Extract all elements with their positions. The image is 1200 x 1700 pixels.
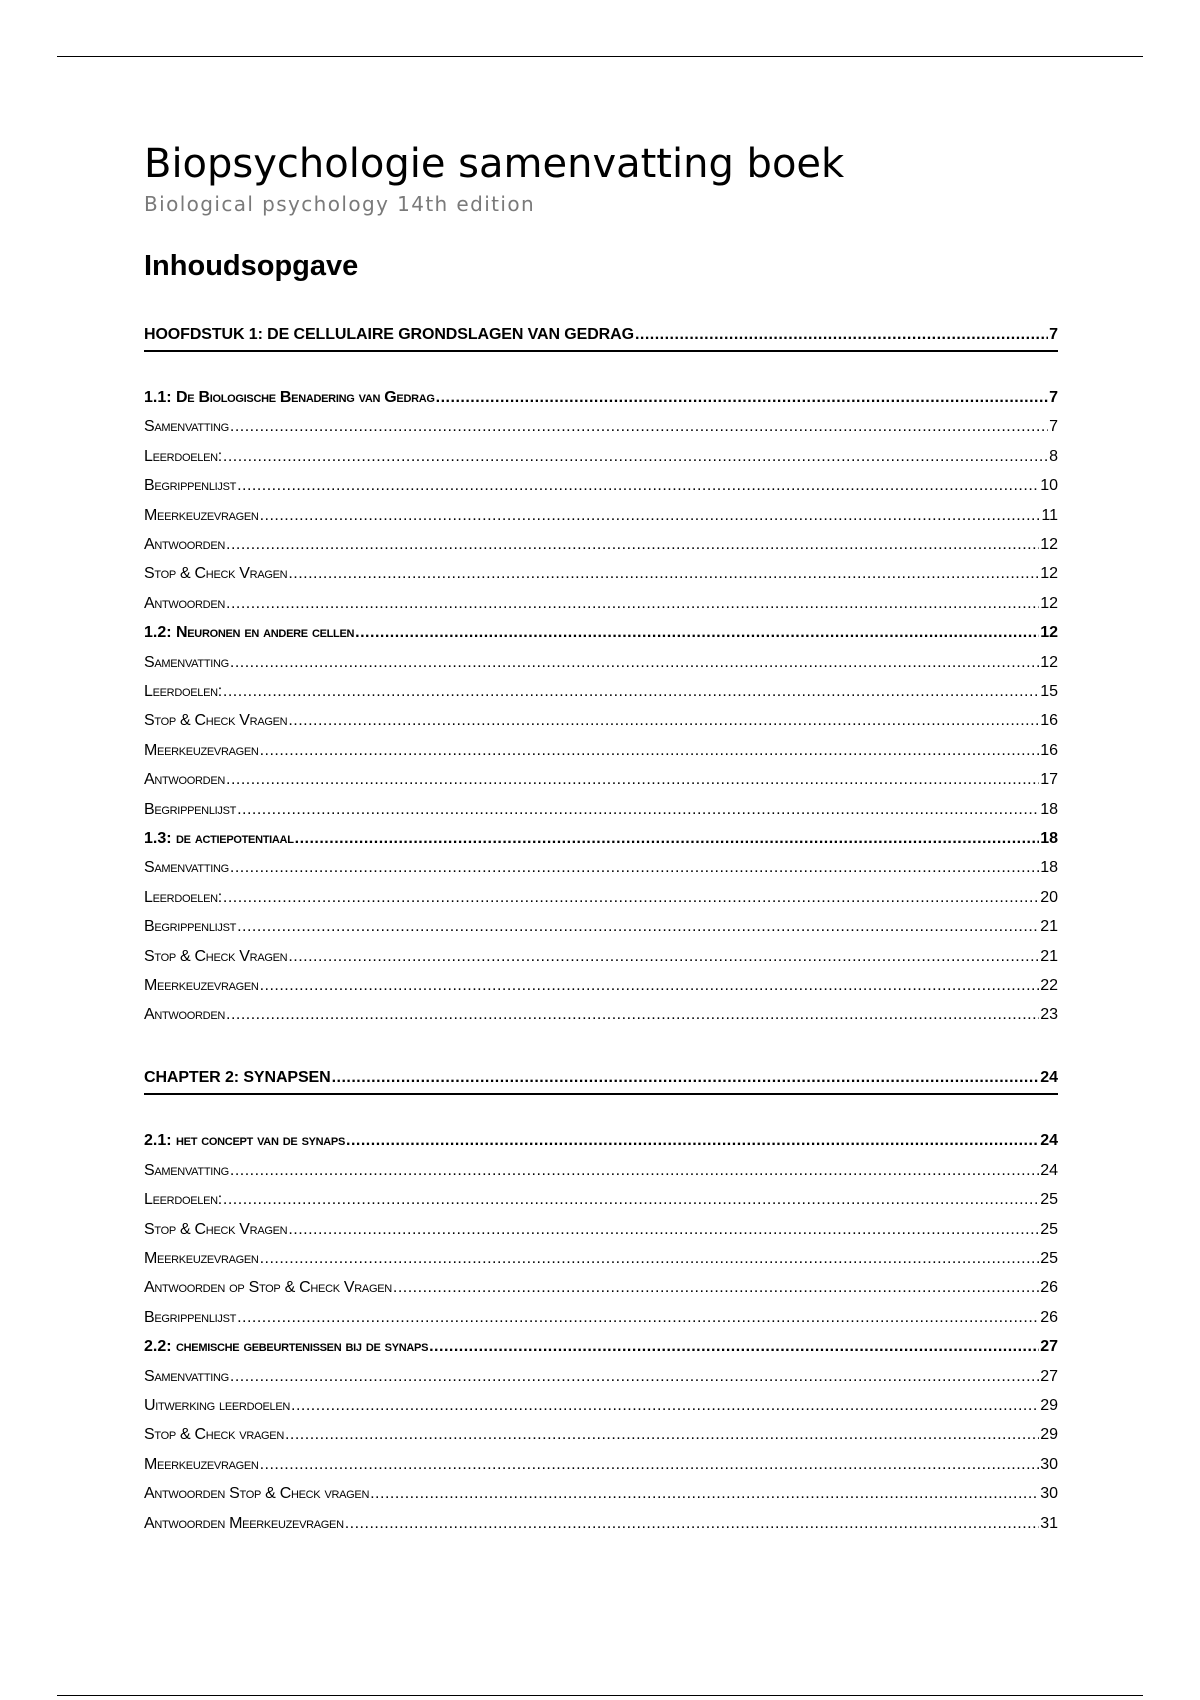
toc-entry-label: Meerkeuzevragen — [144, 1250, 259, 1267]
toc-page-number: 25 — [1040, 1191, 1058, 1209]
toc-page-number: 24 — [1040, 1161, 1058, 1179]
toc-page-number: 24 — [1040, 1132, 1058, 1150]
toc-page-number: 15 — [1040, 683, 1058, 700]
toc-chapter-entry[interactable] — [144, 322, 1058, 352]
toc-dot-leader — [223, 679, 1039, 705]
toc-dot-leader — [230, 650, 1039, 676]
toc-item-entry[interactable] — [144, 591, 1058, 617]
toc-entry-label: Leerdoelen: — [144, 888, 222, 906]
toc-item-entry[interactable] — [144, 1452, 1058, 1478]
toc-dot-leader — [370, 1481, 1039, 1507]
toc-entry-label: Samenvatting — [144, 1367, 229, 1385]
toc-entry-label: Antwoorden — [144, 536, 225, 553]
toc-entry-label: Meerkeuzevragen — [144, 741, 259, 759]
toc-section-entry[interactable] — [144, 620, 1058, 646]
toc-dot-leader — [345, 1511, 1039, 1537]
toc-page-number: 11 — [1041, 506, 1058, 524]
toc-entry-label: Stop & Check Vragen — [144, 712, 288, 730]
toc-page-number: 29 — [1040, 1397, 1058, 1414]
toc-entry-number: 2.2: — [144, 1338, 177, 1356]
toc-section-entry[interactable] — [144, 826, 1058, 852]
toc-entry-label: Antwoorden Meerkeuzevragen — [144, 1514, 344, 1532]
toc-page-number: 31 — [1040, 1514, 1058, 1532]
toc-entry-label: chemische gebeurtenissen bij de synaps — [176, 1338, 429, 1356]
toc-dot-leader — [355, 620, 1039, 646]
toc-entry-number: 2.1: — [144, 1132, 177, 1150]
toc-entry-number: 1.3: — [144, 830, 177, 847]
toc-dot-leader — [260, 1246, 1040, 1272]
toc-item-entry[interactable] — [144, 708, 1058, 734]
toc-dot-leader — [230, 1364, 1039, 1390]
toc-item-entry[interactable] — [144, 738, 1058, 764]
toc-page-number: 21 — [1040, 918, 1058, 936]
toc-page-number: 25 — [1040, 1250, 1058, 1267]
toc-entry-label: Stop & Check Vragen — [144, 947, 288, 965]
toc-page-number: 7 — [1049, 418, 1058, 436]
toc-entry-label: Antwoorden Stop & Check vragen — [144, 1485, 370, 1503]
toc-item-entry[interactable] — [144, 532, 1058, 558]
toc-item-entry[interactable] — [144, 679, 1058, 705]
toc-page-number: 7 — [1049, 326, 1058, 343]
toc-page-number: 18 — [1040, 830, 1058, 847]
toc-item-entry[interactable] — [144, 1481, 1058, 1507]
toc-page-number: 10 — [1040, 477, 1058, 495]
toc-dot-leader — [436, 385, 1048, 411]
toc-dot-leader — [223, 885, 1039, 911]
toc-entry-label: Stop & Check Vragen — [144, 565, 288, 583]
toc-item-entry[interactable] — [144, 414, 1058, 440]
toc-heading: Inhoudsopgave — [144, 250, 359, 282]
toc-entry-label: HOOFDSTUK 1: DE CELLULAIRE GRONDSLAGEN VAN GEDRAG — [144, 326, 634, 343]
toc-dot-leader — [285, 1422, 1039, 1448]
toc-entry-label: Samenvatting — [144, 1161, 229, 1179]
toc-dot-leader — [288, 1217, 1039, 1243]
toc-dot-leader — [288, 561, 1039, 587]
toc-dot-leader — [260, 973, 1040, 999]
toc-dot-leader — [332, 1065, 1040, 1091]
toc-dot-leader — [393, 1275, 1039, 1301]
toc-page-number: 26 — [1040, 1308, 1058, 1326]
toc-entry-label: Neuronen en andere cellen — [176, 624, 355, 642]
toc-page-number: 23 — [1040, 1006, 1058, 1024]
toc-chapter-entry[interactable] — [144, 1065, 1058, 1095]
toc-page-number: 18 — [1040, 859, 1058, 877]
toc-item-entry[interactable] — [144, 1217, 1058, 1243]
toc-page-number: 12 — [1040, 536, 1058, 553]
toc-item-entry[interactable] — [144, 1305, 1058, 1331]
toc-entry-label: Begrippenlijst — [144, 477, 237, 495]
toc-entry-label: Stop & Check vragen — [144, 1426, 284, 1444]
document-subtitle: Biological psychology 14th edition — [144, 192, 536, 216]
toc-item-entry[interactable] — [144, 973, 1058, 999]
toc-dot-leader — [429, 1334, 1039, 1360]
toc-item-entry[interactable] — [144, 1002, 1058, 1028]
toc-page-number: 30 — [1040, 1485, 1058, 1503]
toc-dot-leader — [237, 914, 1039, 940]
toc-dot-leader — [223, 444, 1048, 470]
toc-section-entry[interactable] — [144, 1128, 1058, 1154]
toc-item-entry[interactable] — [144, 444, 1058, 470]
toc-entry-label: CHAPTER 2: SYNAPSEN — [144, 1069, 331, 1087]
toc-entry-label: Meerkeuzevragen — [144, 506, 259, 524]
toc-item-entry[interactable] — [144, 1422, 1058, 1448]
toc-entry-label: Antwoorden — [144, 1006, 225, 1024]
toc-dot-leader — [226, 767, 1039, 793]
toc-page-number: 27 — [1040, 1367, 1058, 1385]
toc-page-number: 12 — [1040, 594, 1058, 612]
toc-entry-label: Antwoorden — [144, 771, 225, 789]
toc-section-entry[interactable] — [144, 1334, 1058, 1360]
toc-dot-leader — [288, 708, 1039, 734]
toc-dot-leader — [295, 826, 1040, 852]
toc-entry-label: Leerdoelen: — [144, 683, 222, 700]
toc-dot-leader — [260, 1452, 1040, 1478]
toc-item-entry[interactable] — [144, 885, 1058, 911]
toc-page-number: 12 — [1040, 624, 1058, 642]
toc-page-number: 16 — [1040, 712, 1058, 730]
toc-page-number: 17 — [1040, 771, 1058, 789]
document-title: Biopsychologie samenvatting boek — [144, 141, 845, 187]
toc-entry-label: Samenvatting — [144, 859, 229, 877]
toc-entry-label: Meerkeuzevragen — [144, 977, 259, 994]
toc-dot-leader — [230, 1158, 1039, 1184]
toc-item-entry[interactable] — [144, 767, 1058, 793]
toc-dot-leader — [223, 1187, 1039, 1213]
toc-section-entry[interactable] — [144, 385, 1058, 411]
toc-item-entry[interactable] — [144, 944, 1058, 970]
toc-dot-leader — [260, 503, 1041, 529]
toc-dot-leader — [237, 797, 1039, 823]
toc-dot-leader — [237, 1305, 1039, 1331]
toc-page-number: 27 — [1040, 1338, 1058, 1356]
toc-dot-leader — [230, 855, 1039, 881]
toc-page-number: 12 — [1040, 653, 1058, 671]
toc-item-entry[interactable] — [144, 1393, 1058, 1419]
toc-item-entry[interactable] — [144, 1158, 1058, 1184]
toc-item-entry[interactable] — [144, 797, 1058, 823]
toc-entry-label: Meerkeuzevragen — [144, 1455, 259, 1473]
toc-page-number: 22 — [1040, 977, 1058, 994]
toc-entry-label: Antwoorden — [144, 594, 225, 612]
toc-dot-leader — [635, 322, 1048, 348]
toc-page-number: 25 — [1040, 1220, 1058, 1238]
toc-item-entry[interactable] — [144, 1187, 1058, 1213]
toc-page-number: 21 — [1040, 947, 1058, 965]
toc-entry-label: Leerdoelen: — [144, 447, 222, 465]
header-rule — [57, 56, 1143, 57]
toc-entry-label: Samenvatting — [144, 418, 229, 436]
toc-dot-leader — [226, 532, 1039, 558]
toc-dot-leader — [230, 414, 1048, 440]
toc-dot-leader — [288, 944, 1039, 970]
toc-page-number: 18 — [1040, 800, 1058, 818]
toc-page-number: 30 — [1040, 1455, 1058, 1473]
toc-dot-leader — [260, 738, 1040, 764]
toc-dot-leader — [226, 591, 1039, 617]
toc-entry-label: Stop & Check Vragen — [144, 1220, 288, 1238]
toc-item-entry[interactable] — [144, 1275, 1058, 1301]
toc-entry-label: De Biologische Benadering van Gedrag — [176, 389, 435, 406]
toc-page-number: 7 — [1049, 389, 1058, 406]
toc-dot-leader — [237, 473, 1039, 499]
toc-dot-leader — [226, 1002, 1039, 1028]
toc-dot-leader — [291, 1393, 1039, 1419]
toc-entry-number: 1.1: — [144, 389, 177, 406]
toc-page-number: 12 — [1040, 565, 1058, 583]
toc-entry-label: de actiepotentiaal — [176, 830, 294, 847]
footer-rule — [57, 1695, 1143, 1696]
toc-item-entry[interactable] — [144, 503, 1058, 529]
toc-item-entry[interactable] — [144, 914, 1058, 940]
toc-entry-label: Uitwerking leerdoelen — [144, 1397, 291, 1414]
toc-page-number: 20 — [1040, 888, 1058, 906]
toc-item-entry[interactable] — [144, 1364, 1058, 1390]
toc-page-number: 8 — [1049, 447, 1058, 465]
toc-entry-label: Antwoorden op Stop & Check Vragen — [144, 1279, 392, 1297]
toc-item-entry[interactable] — [144, 473, 1058, 499]
toc-page-number: 26 — [1040, 1279, 1058, 1297]
toc-item-entry[interactable] — [144, 650, 1058, 676]
toc-entry-label: Samenvatting — [144, 653, 229, 671]
toc-entry-label: Leerdoelen: — [144, 1191, 222, 1209]
toc-dot-leader — [346, 1128, 1039, 1154]
toc-entry-label: het concept van de synaps — [176, 1132, 346, 1150]
toc-item-entry[interactable] — [144, 1246, 1058, 1272]
toc-item-entry[interactable] — [144, 561, 1058, 587]
toc-page-number: 16 — [1040, 741, 1058, 759]
toc-entry-label: Begrippenlijst — [144, 800, 237, 818]
toc-entry-label: Begrippenlijst — [144, 918, 237, 936]
toc-entry-label: Begrippenlijst — [144, 1308, 237, 1326]
toc-page-number: 24 — [1040, 1069, 1058, 1087]
toc-item-entry[interactable] — [144, 855, 1058, 881]
toc-item-entry[interactable] — [144, 1511, 1058, 1537]
toc-page-number: 29 — [1040, 1426, 1058, 1444]
toc-entry-number: 1.2: — [144, 624, 177, 642]
